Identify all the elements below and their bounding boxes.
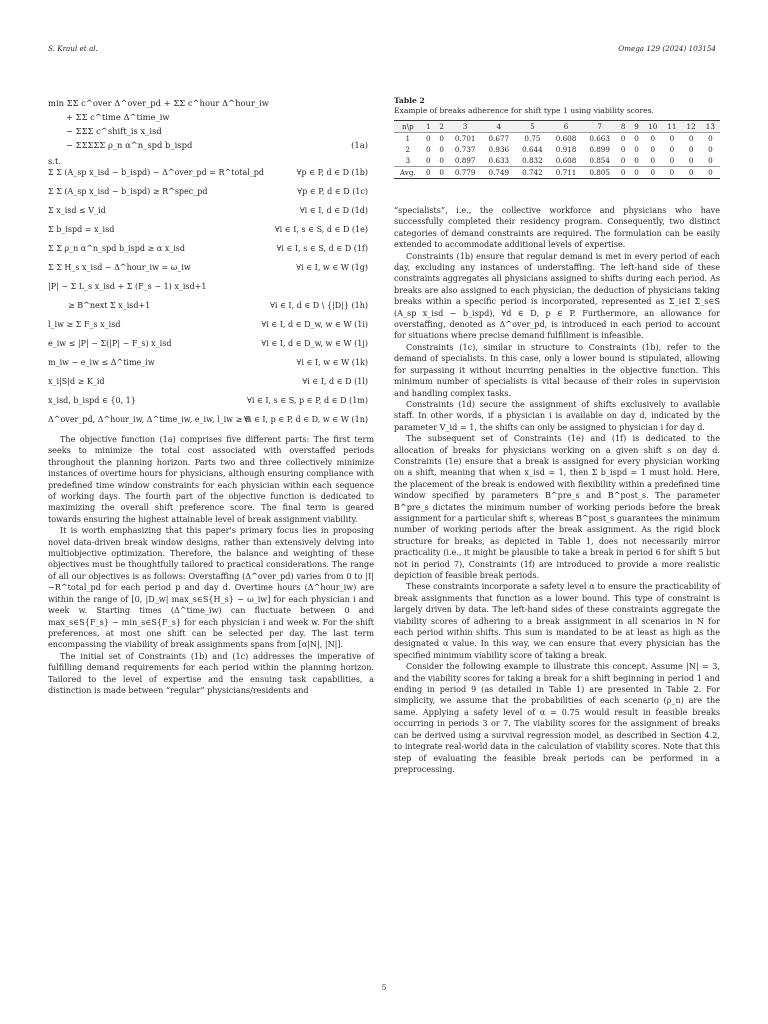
table-cell: 0.75 — [524, 134, 541, 143]
left-paragraph: The initial set of Constraints (1b) and (1c) addresses the imperative of fulfilling demand requirements for each period within the planning horizon. Tailored to the level of expertise and the ensuing task capabilities, a distinction is made between “regular” physicians/residents and — [48, 650, 374, 695]
constraint-row — [48, 206, 374, 216]
table-cell: 0.608 — [555, 134, 577, 143]
table-cell: 0.701 — [454, 134, 476, 143]
constraint-condition: ∀p ∈ P, d ∈ D (1b) — [296, 168, 368, 177]
table-row — [394, 133, 720, 145]
table-avg-cell: 0 — [650, 168, 656, 177]
table-cell: 0.899 — [589, 145, 610, 154]
constraint-row — [48, 187, 374, 197]
table-cell: 0 — [708, 145, 713, 154]
constraint-condition: ∀i ∈ I, w ∈ W (1g) — [296, 263, 368, 272]
table-column-header: 7 — [597, 122, 602, 131]
table-cell: 0 — [426, 156, 431, 165]
table-cell: 2 — [405, 145, 411, 154]
right-paragraph: Consider the following example to illustrate this concept. Assume |N| = 3, and the viability scores for taking a break for a shift beginning in period 1 and ending in period 9 (as detailed in Table 1) are presented in Table 2. For simplicity, we assume that the probabilities of each scenario (ρ_n) are the same. Applying a safety level of α = 0.75 would result in feasible breaks occurring in periods 3 or 7. The viability scores for the assignment of breaks can be derived using a survival regression model, as described in Section 4.2, to integrate real-world data in the calculation of viability scores. Note that this step of evaluating the feasible break periods can be performed in a preprocessing. — [394, 661, 720, 774]
table-cell: 0.897 — [454, 156, 476, 165]
constraint-expression: m_iw − e_iw ≤ Δ^time_iw — [48, 358, 155, 367]
table-cell: 0.936 — [488, 145, 510, 154]
left-paragraph: It is worth emphasizing that this paper's primary focus lies in proposing novel data-driven break window designs, rather than extensively delving into multiobjective optimization. Therefore, the balance and weighting of these objectives must be thoughtfully tailored to practical considerations. The range of all our objectives is as follows: Overstaffing (Δ^over_pd) varies from 0 to |I|−R^total_pd for each period p and day d. Overtime hours (Δ^hour_iw) are within the range of [0, |D_w| max_s∈S{H_s} − ω_iw] for each physician i and week w. Starting times (Δ^time_iw) can fluctuate between 0 and max_s∈S{F_s} − min_s∈S{F_s} for each physician i and week w. For the shift preferences, at most one shift can be selected per day. The last term encompassing the viability of break assignments spans from [α|N|, |N|]. — [48, 525, 374, 650]
table-column-header: 1 — [426, 122, 431, 131]
running-header-journal: Omega 129 (2024) 103154 — [618, 44, 716, 53]
constraint-expression: Σ Σ ρ_n α^n_spd b_ispd ≥ α x_isd — [48, 244, 186, 253]
table-header-row — [394, 121, 720, 133]
constraint-expression: e_iw ≤ |P| − Σ(|P| − F_s) x_isd — [48, 339, 172, 348]
constraint-condition: ∀i ∈ I, d ∈ D (1d) — [299, 206, 368, 215]
constraint-row — [48, 377, 374, 387]
table-cell: 0 — [439, 145, 444, 154]
table-cell: 0.832 — [522, 156, 543, 165]
constraint-condition: ∀i ∈ I, d ∈ D \ {|D|} (1h) — [270, 301, 368, 310]
table-avg-cell: 0 — [426, 168, 431, 177]
constraint-condition: ∀i ∈ I, s ∈ S, d ∈ D (1e) — [274, 225, 368, 234]
table-column-header: 13 — [705, 122, 715, 131]
table-cell: 0 — [669, 156, 675, 165]
table-cell: 0 — [634, 134, 639, 143]
table-cell: 0.644 — [522, 145, 543, 154]
objective-line-2: + ΣΣ c^time Δ^time_iw — [66, 112, 170, 122]
table-cell: 0.633 — [488, 156, 510, 165]
constraint-expression: Σ Σ H_s x_isd − Δ^hour_iw = ω_iw — [48, 263, 191, 272]
objective-line-3: − ΣΣΣ c^shift_is x_isd — [66, 126, 162, 136]
table-cell: 0.677 — [488, 134, 510, 143]
table-cell: 0 — [650, 156, 656, 165]
objective-line-4: − ΣΣΣΣΣ ρ_n α^n_spd b_ispd — [66, 140, 193, 150]
constraint-condition: ∀i ∈ I, w ∈ W (1k) — [296, 358, 368, 367]
constraint-condition: ∀i ∈ I, d ∈ D_w, w ∈ W (1j) — [261, 339, 368, 348]
constraint-row — [48, 320, 374, 330]
right-paragraph: Constraints (1d) secure the assignment of shifts exclusively to available staff. In other words, if a physician i is available on day d, indicated by the parameter V_id = 1, the shifts can only be assigned to physician i for day d. — [394, 398, 720, 432]
table-column-header: 2 — [439, 122, 444, 131]
constraint-expression: Σ Σ (A_sp x_isd − b_ispd) ≥ R^spec_pd — [48, 187, 208, 196]
constraint-row — [48, 225, 374, 235]
table-avg-cell: 0.742 — [522, 168, 543, 177]
constraint-expression: Δ^over_pd, Δ^hour_iw, Δ^time_iw, e_iw, l_iw ≥ 0 — [48, 415, 250, 424]
table-column-header: 6 — [563, 122, 569, 131]
table-cell: 3 — [405, 156, 411, 165]
table-cell: 0 — [688, 145, 694, 154]
constraint-expression: x_i|S|d ≥ K_id — [48, 377, 105, 386]
constraint-condition: ∀p ∈ P, d ∈ D (1c) — [297, 187, 368, 196]
table-cell: 0 — [650, 145, 656, 154]
table-caption-title: Table 2 — [394, 96, 425, 105]
left-body-text — [48, 434, 374, 696]
table-cell: 0.918 — [555, 145, 577, 154]
constraint-condition: ∀i ∈ I, d ∈ D_w, w ∈ W (1i) — [261, 320, 368, 329]
right-body-text — [394, 205, 720, 775]
table-avg-cell: 0.779 — [454, 168, 476, 177]
right-column — [394, 96, 720, 775]
table-avg-cell: 0 — [620, 168, 626, 177]
table-cell: 0 — [708, 156, 713, 165]
table-cell: 0 — [426, 134, 431, 143]
table-cell: 0 — [439, 134, 444, 143]
table-avg-cell: 0.711 — [555, 168, 577, 177]
constraint-row — [48, 339, 374, 349]
table-cell: 0 — [669, 134, 675, 143]
table-column-header: 11 — [667, 122, 677, 131]
subject-to-label: s.t. — [48, 156, 61, 166]
page-number: 5 — [381, 983, 387, 992]
constraint-row — [48, 396, 374, 406]
table-avg-cell: 0 — [634, 168, 639, 177]
table-avg-cell: 0 — [688, 168, 694, 177]
constraint-row — [48, 415, 374, 425]
constraint-row — [48, 358, 374, 368]
table-column-header: 8 — [620, 122, 626, 131]
table-cell: 0 — [669, 145, 675, 154]
viability-table — [394, 120, 720, 179]
constraint-expression: Σ b_ispd = x_isd — [48, 225, 115, 234]
table-column-header: 5 — [530, 122, 535, 131]
constraint-expression: Σ x_isd ≤ V_id — [48, 206, 106, 215]
table-column-header: 10 — [648, 122, 658, 131]
table-cell: 0.737 — [454, 145, 476, 154]
table-cell: 0 — [634, 156, 639, 165]
objective-function — [48, 96, 374, 152]
constraint-row — [48, 168, 374, 178]
left-paragraph: The objective function (1a) comprises five different parts: The first term seeks to minimize the total cost associated with overstaffed periods throughout the planning horizon. Parts two and three collectively minimize instances of overtime hours for physicians, although ensuring compliance with predefined time window constraints for each physician within each sequence of working days. The fourth part of the objective function is dedicated to maximizing the overall shift preference score. The final term is geared towards ensuring the highest attainable level of break assignment viability. — [48, 434, 374, 524]
equation-label-1a: (1a) — [351, 140, 368, 150]
table-column-header: 4 — [496, 122, 502, 131]
constraint-expression: ≥ B^next Σ x_isd+1 — [68, 301, 151, 310]
table-cell: 0.854 — [589, 156, 610, 165]
table-column-header: n\p — [401, 122, 414, 131]
right-paragraph: “specialists”, i.e., the collective workforce and physicians who have successfully completed their residency program. Consequently, two distinct categories of demand constraints are required. The formulation can be easily extended to accommodate additional levels of expertise. — [394, 205, 720, 250]
table-avg-cell: Avg. — [399, 168, 416, 177]
table-avg-cell: 0 — [439, 168, 444, 177]
constraint-expression: Σ Σ (A_sp x_isd − b_ispd) − Δ^over_pd = R^total_pd — [48, 168, 265, 177]
left-column — [48, 96, 374, 696]
table-cell: 0 — [620, 134, 626, 143]
table-avg-cell: 0.749 — [488, 168, 510, 177]
table-avg-row — [394, 167, 720, 179]
table-cell: 0.663 — [589, 134, 610, 143]
table-row — [394, 144, 720, 155]
table-avg-cell: 0.805 — [589, 168, 610, 177]
right-paragraph: The subsequent set of Constraints (1e) and (1f) is dedicated to the allocation of breaks for physicians working on a given shift s on day d. Constraints (1e) ensure that a break is assigned for every physician working on a shift, meaning that when x_isd = 1, then Σ b_ispd = 1 must hold. Here, the placement of the break is endowed with flexibility within a predefined time window specified by parameters B^pre_s and B^post_s. The parameter B^pre_s dictates the minimum number of working periods before the break assignment for a particular shift s, whereas B^post_s guarantees the minimum number of working periods after the break assignment. As the rigid block structure for breaks, as depicted in Table 1, does not necessarily mirror practicality (i.e., it might be plausible to take a break in period 6 for shift 5 but not in period 7), Constraints (1f) are introduced to provide a more realistic depiction of feasible break periods. — [394, 433, 720, 580]
constraints-list — [48, 168, 374, 425]
constraint-condition: ∀i ∈ I, s ∈ S, d ∈ D (1f) — [276, 244, 368, 253]
right-paragraph: Constraints (1b) ensure that regular demand is met in every period of each day, excluding any instances of understaffing. The left-hand side of these constraints aggregates all physicians assigned to shifts during each period. As breaks are also assigned to each physician, the deduction of physicians taking breaks within a specific period is incorporated, represented as Σ_i∈I Σ_s∈S (A_sp x_isd − b_ispd), ∀d ∈ D, p ∈ P. Furthermore, an allowance for overstaffing, denoted as Δ^over_pd, is introduced in each period to account for situations where precise demand fulfillment is infeasible. — [394, 250, 720, 341]
table-cell: 0 — [439, 156, 444, 165]
constraint-condition: ∀i ∈ I, p ∈ P, d ∈ D, w ∈ W (1n) — [243, 415, 368, 424]
table-column-header: 9 — [634, 122, 639, 131]
table-avg-cell: 0 — [708, 168, 713, 177]
table-cell: 0 — [426, 145, 431, 154]
constraint-row — [48, 244, 374, 254]
table-avg-cell: 0 — [669, 168, 675, 177]
right-paragraph: Constraints (1c), similar in structure to Constraints (1b), refer to the demand of specialists. In this case, only a lower bound is stipulated, allowing for surpassing it without incurring penalties in the objective function. This minimum number of specialists is vital because of their roles in supervision and handling complex tasks. — [394, 341, 720, 398]
constraint-expression: x_isd, b_ispd ∈ {0, 1} — [48, 396, 136, 405]
constraint-row — [48, 301, 374, 311]
constraint-expression: l_iw ≥ Σ F_s x_isd — [48, 320, 121, 329]
table-cell: 1 — [405, 134, 411, 143]
table-caption: Example of breaks adherence for shift type 1 using viability scores. — [394, 106, 654, 115]
constraint-condition: ∀i ∈ I, s ∈ S, p ∈ P, d ∈ D (1m) — [246, 396, 368, 405]
table-cell: 0 — [688, 156, 694, 165]
table-column-header: 12 — [686, 122, 696, 131]
table-cell: 0 — [688, 134, 694, 143]
table-cell: 0.608 — [555, 156, 577, 165]
table-cell: 0 — [650, 134, 656, 143]
table-row — [394, 155, 720, 167]
table-column-header: 3 — [462, 122, 468, 131]
constraint-expression: |P| − Σ L_s x_isd + Σ (F_s − 1) x_isd+1 — [48, 282, 207, 291]
constraint-row — [48, 263, 374, 273]
right-paragraph: These constraints incorporate a safety level α to ensure the practicability of break assignments that function as a lower bound. This type of constraint is largely driven by data. The left-hand sides of these constraints aggregate the viability scores of adhering to a break assignment in all scenarios in N for each period within shifts. This sum is mandated to be at least as high as the designated α value. In this way, we can ensure that every physician has the specified minimum viability score of taking a break. — [394, 581, 720, 660]
running-header-authors: S. Kraul et al. — [48, 44, 98, 53]
table-cell: 0 — [620, 145, 626, 154]
constraint-row — [48, 282, 374, 292]
table-cell: 0 — [708, 134, 713, 143]
table-cell: 0 — [620, 156, 626, 165]
constraint-condition: ∀i ∈ I, d ∈ D (1l) — [302, 377, 368, 386]
table-cell: 0 — [634, 145, 639, 154]
objective-line-1: min ΣΣ c^over Δ^over_pd + ΣΣ c^hour Δ^hour_iw — [48, 98, 269, 108]
